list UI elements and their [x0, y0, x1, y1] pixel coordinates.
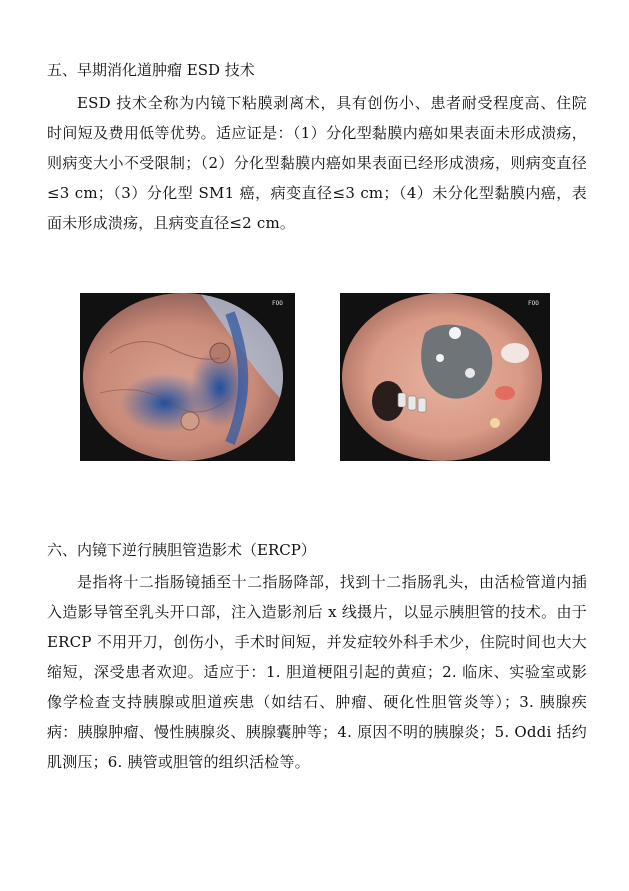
section6-heading: 六、内镜下逆行胰胆管造影术（ERCP） [47, 541, 316, 559]
endoscopy-image-esd-stained [80, 293, 295, 461]
endoscopy-image-esd-clipped [340, 293, 550, 461]
left-overlay-text: FOO [272, 300, 283, 307]
section5-paragraph: ESD 技术全称为内镜下粘膜剥离术，具有创伤小、患者耐受程度高、住院时间短及费用低等优势。适应证是：（1）分化型黏膜内癌如果表面未形成溃疡，则病变大小不受限制；（2）分化型黏膜内癌如果表面已经形成溃疡，则病变直径≤3 cm；（3）分化型 SM1 癌，病变直径≤3 cm；（4）未分化型黏膜内癌，表面未形成溃疡，且病变直径≤2 cm。 [47, 94, 587, 232]
section6-paragraph: 是指将十二指肠镜插至十二指肠降部，找到十二指肠乳头，由活检管道内插入造影导管至乳头开口部，注入造影剂后 x 线摄片，以显示胰胆管的技术。由于 ERCP 不用开刀，创伤小，手术时间短，并发症较外科手术少，住院时间也大大缩短，深受患者欢迎。适应于：1. 胆道梗阻引起的黄疸；2. 临床、实验室或影像学检查支持胰腺或胆道疾患（如结石、肿瘤、硬化性胆管炎等）；3. 胰腺疾病：胰腺肿瘤、慢性胰腺炎、胰腺囊肿等；4. 原因不明的胰腺炎；5. Oddi 括约肌测压；6. 胰管或胆管的组织活检等。 [47, 573, 587, 771]
section5-heading: 五、早期消化道肿瘤 ESD 技术 [47, 61, 255, 79]
right-overlay-text: FOO [528, 300, 539, 307]
